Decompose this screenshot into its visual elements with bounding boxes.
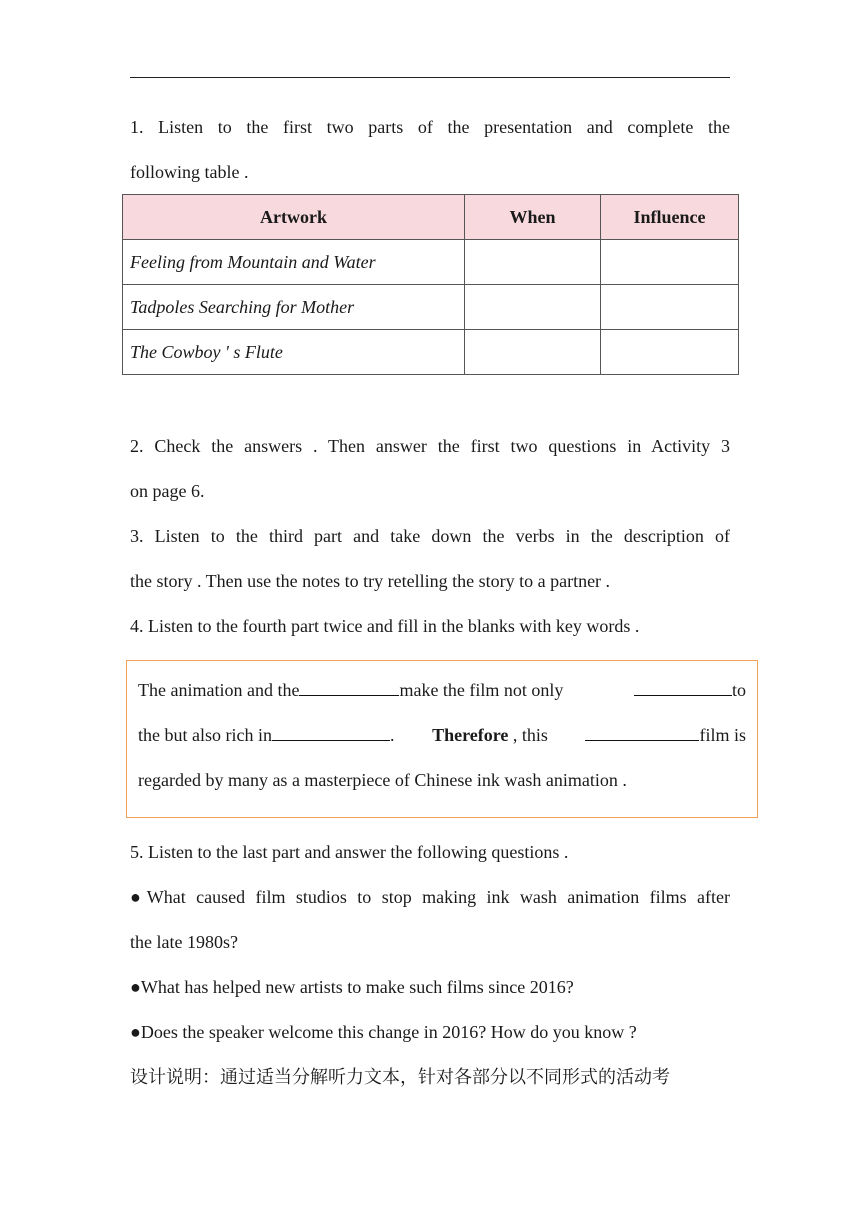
- header-influence: Influence: [601, 195, 739, 240]
- when-cell[interactable]: [465, 330, 601, 375]
- q5-bullet-1b: the late 1980s?: [130, 932, 238, 952]
- q1-line2: following table .: [130, 162, 249, 182]
- artwork-table: [122, 194, 739, 375]
- fill-text: , this: [512, 725, 548, 745]
- fill-text: the but also rich in: [138, 725, 272, 745]
- blank-3[interactable]: [272, 722, 390, 741]
- q5-bullet-2: ●What has helped new artists to make such films since 2016?: [130, 977, 574, 997]
- table-row: [123, 330, 739, 375]
- q1-line1: 1. Listen to the first two parts of the presentation and complete the: [130, 117, 730, 137]
- table-header-row: [123, 195, 739, 240]
- q5-line1: 5. Listen to the last part and answer the following questions .: [130, 842, 569, 862]
- q2-line2: on page 6.: [130, 481, 205, 501]
- influence-cell[interactable]: [601, 330, 739, 375]
- q3-line1: 3. Listen to the third part and take down the verbs in the description of: [130, 526, 730, 546]
- fill-text: .: [389, 725, 395, 745]
- artwork-cell: Tadpoles Searching for Mother: [123, 285, 465, 330]
- q4-line1: 4. Listen to the fourth part twice and fill in the blanks with key words .: [130, 616, 640, 636]
- blank-4[interactable]: [585, 722, 699, 741]
- header-artwork: Artwork: [123, 195, 465, 240]
- q5-bullet-1a: ●What caused film studios to stop making ink wash animation films after: [130, 887, 730, 907]
- fill-text: film is: [699, 725, 746, 745]
- influence-cell[interactable]: [601, 240, 739, 285]
- influence-cell[interactable]: [601, 285, 739, 330]
- q5-bullet-3: ●Does the speaker welcome this change in 2016? How do you know ?: [130, 1022, 637, 1042]
- q2-line1: 2. Check the answers . Then answer the first two questions in Activity 3: [130, 436, 730, 456]
- when-cell[interactable]: [465, 285, 601, 330]
- blank-1[interactable]: [299, 677, 399, 696]
- top-rule: [130, 77, 730, 78]
- fill-line-1: [138, 668, 746, 713]
- fill-text: regarded by many as a masterpiece of Chinese ink wash animation .: [138, 770, 627, 790]
- fill-text: to: [731, 680, 746, 700]
- table-row: [123, 285, 739, 330]
- artwork-cell: The Cowboy ' s Flute: [123, 330, 465, 375]
- artwork-cell: Feeling from Mountain and Water: [123, 240, 465, 285]
- design-note: 设计说明：通过适当分解听力文本，针对各部分以不同形式的活动考: [130, 1067, 670, 1088]
- table-row: [123, 240, 739, 285]
- fill-bold-therefore: Therefore: [432, 725, 509, 745]
- fill-line-3: [138, 758, 746, 803]
- blank-2[interactable]: [634, 677, 732, 696]
- fill-in-box: [126, 660, 758, 818]
- q3-line2: the story . Then use the notes to try retelling the story to a partner .: [130, 571, 611, 591]
- header-when: When: [465, 195, 601, 240]
- when-cell[interactable]: [465, 240, 601, 285]
- fill-line-2: [138, 713, 746, 758]
- fill-text: make the film not only: [399, 680, 564, 700]
- fill-text: The animation and the: [138, 680, 300, 700]
